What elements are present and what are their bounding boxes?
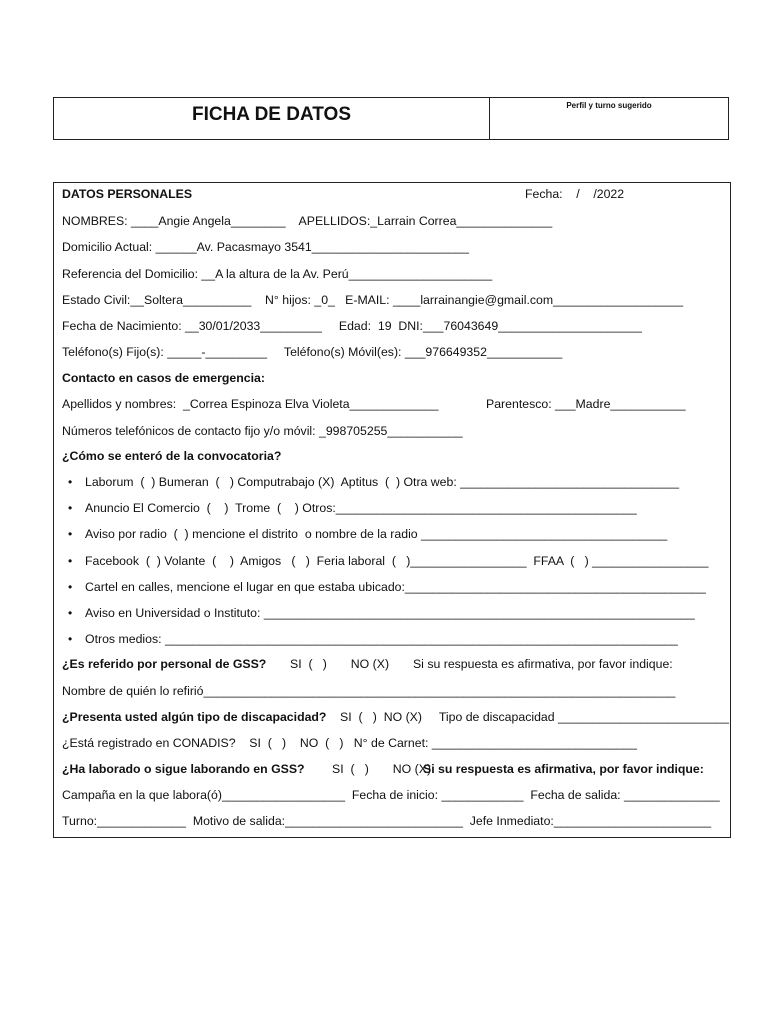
address-field: Domicilio Actual: ______Av. Pacasmayo 3541_______________________	[62, 240, 470, 254]
gss-work-answer: SI ( ) NO (X)	[332, 762, 432, 776]
source-option: • Cartel en calles, mencione el lugar en que estaba ubicado:____________________________________________	[85, 580, 706, 595]
source-question: ¿Cómo se enteró de la convocatoria?	[62, 449, 282, 463]
document-title: FICHA DE DATOS	[54, 98, 490, 139]
gss-work-question: ¿Ha laborado o sigue laborando en GSS?	[62, 762, 305, 776]
source-option: • Facebook ( ) Volante ( ) Amigos ( ) Feria laboral ( )_________________ FFAA ( ) _________________	[85, 554, 708, 569]
referrer-name-field: Nombre de quién lo refirió_____________________________________________________________________	[62, 684, 676, 698]
personal-data-form	[53, 182, 731, 838]
address-reference-field: Referencia del Domicilio: __A la altura de la Av. Perú_____________________	[62, 267, 493, 281]
profile-shift-note: Perfil y turno sugerido	[566, 101, 652, 110]
date-field: Fecha: / /2022	[525, 187, 625, 201]
relationship-field: Parentesco: ___Madre___________	[486, 397, 686, 411]
names-field: NOMBRES: ____Angie Angela________ APELLIDOS:_Larrain Correa______________	[62, 214, 553, 228]
referral-answer: SI ( ) NO (X) Si su respuesta es afirmativa, por favor indique:	[290, 657, 673, 671]
source-option: • Anuncio El Comercio ( ) Trome ( ) Otros:____________________________________________	[85, 501, 637, 516]
emergency-contact-title: Contacto en casos de emergencia:	[62, 371, 265, 385]
campaign-field: Campaña en la que labora(ó)__________________ Fecha de inicio: ____________ Fecha de salida: ______________	[62, 788, 720, 802]
source-option: • Laborum ( ) Bumeran ( ) Computrabajo (X) Aptitus ( ) Otra web: ________________________________	[85, 475, 679, 490]
emergency-name-field: Apellidos y nombres: _Correa Espinoza Elva Violeta_____________	[62, 397, 439, 411]
phones-field: Teléfono(s) Fijo(s): _____-_________ Teléfono(s) Móvil(es): ___976649352___________	[62, 345, 563, 359]
section-title: DATOS PERSONALES	[62, 187, 193, 201]
disability-answer: SI ( ) NO (X) Tipo de discapacidad _________________________	[340, 710, 729, 724]
birth-date-field: Fecha de Nacimiento: __30/01/2033_________ Edad: 19 DNI:___76043649_____________________	[62, 319, 642, 333]
header-box	[53, 97, 729, 140]
source-option: • Aviso en Universidad o Instituto: _______________________________________________________________	[85, 606, 695, 621]
shift-field: Turno:_____________ Motivo de salida:__________________________ Jefe Inmediato:_______________________	[62, 814, 712, 828]
civil-status-field: Estado Civil:__Soltera__________ N° hijos: _0_ E-MAIL: ____larrainangie@gmail.com___________________	[62, 293, 684, 307]
source-option: • Otros medios: ___________________________________________________________________________	[85, 632, 678, 647]
source-option: • Aviso por radio ( ) mencione el distrito o nombre de la radio ____________________________________	[85, 527, 667, 542]
referral-question: ¿Es referido por personal de GSS?	[62, 657, 267, 671]
gss-work-instruction: Si su respuesta es afirmativa, por favor indique:	[423, 762, 704, 776]
emergency-phone-field: Números telefónicos de contacto fijo y/o móvil: _998705255___________	[62, 424, 463, 438]
disability-question: ¿Presenta usted algún tipo de discapacidad?	[62, 710, 327, 724]
conadis-field: ¿Está registrado en CONADIS? SI ( ) NO ( ) N° de Carnet: ______________________________	[62, 736, 637, 750]
